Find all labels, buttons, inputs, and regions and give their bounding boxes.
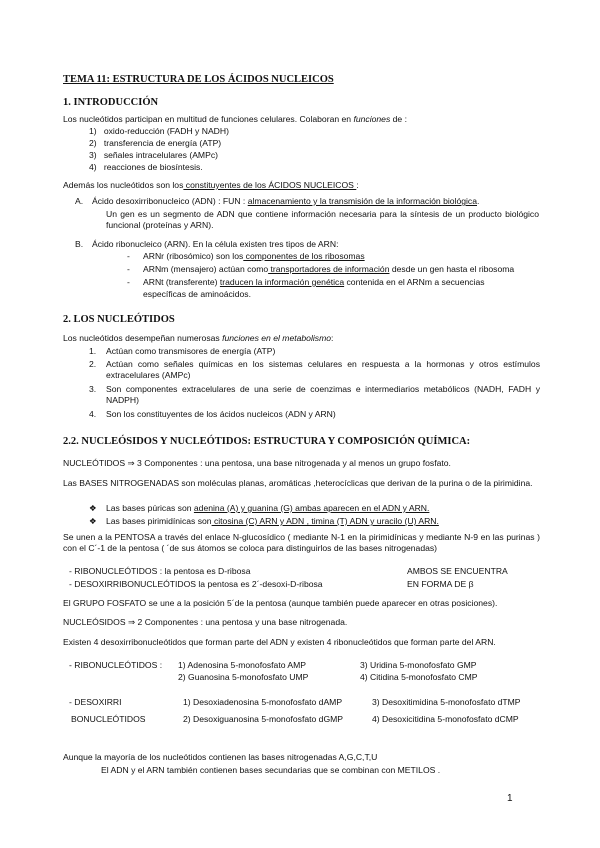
- arn-item: ARNr (ribosómico) son los componentes de los ribosomas: [143, 251, 365, 261]
- metilos-note: El ADN y el ARN también contienen bases secundarias que se combinan con METILOS .: [101, 765, 441, 775]
- aunque-note: Aunque la mayoría de los nucleótidos contienen las bases nitrogenadas A,G,C,T,U: [63, 752, 378, 762]
- ribonucleotidos-pentosa: - RIBONUCLEÓTIDOS : la pentosa es D-ribosa: [69, 566, 251, 576]
- arn-bullet: -: [127, 264, 130, 274]
- s1-list-item: 3) señales intracelulares (AMPc): [89, 150, 218, 160]
- section-1-heading: 1. INTRODUCCIÓN: [63, 97, 159, 108]
- ribo-table-item: 4) Citidina 5-monofosfato CMP: [360, 672, 478, 682]
- s1-item-b: Ácido ribonucleico (ARN). En la célula existen tres tipos de ARN:: [92, 239, 339, 249]
- s2-list-num: 4.: [89, 409, 97, 419]
- desoxi-table-item: 1) Desoxiadenosina 5-monofosfato dAMP: [183, 697, 343, 707]
- s2-list-num: 2.: [89, 359, 97, 369]
- arn-item: ARNt (transferente) traducen la información genética contenida en el ARNm a secuencias: [143, 277, 485, 287]
- desoxi-table-label: BONUCLEÓTIDOS: [71, 714, 146, 724]
- desoxi-table-item: 4) Desoxicitidina 5-monofosfato dCMP: [372, 714, 519, 724]
- nucleosidos-definition: NUCLEÓSIDOS ⇒ 2 Componentes : una pentosa y una base nitrogenada.: [63, 617, 348, 627]
- pirimidinas: Las bases pirimidínicas son citosina (C) ARN y ADN , timina (T) ADN y uracilo (U) ARN.: [106, 516, 439, 526]
- desoxi-table-label: - DESOXIRRI: [69, 697, 122, 707]
- arn-item: ARNm (mensajero) actúan como transportadores de información desde un gen hasta el ribosoma: [143, 264, 515, 274]
- existen-note: Existen 4 desoxirribonucleótidos que forman parte del ADN y existen 4 ribonucleótidos que forman parte del ARN.: [63, 637, 496, 647]
- s1-list-item: 2) transferencia de energía (ATP): [89, 138, 222, 148]
- section-2-heading: 2. LOS NUCLEÓTIDOS: [63, 314, 175, 325]
- s1-item-b-letter: B.: [75, 239, 84, 249]
- s1-intro: Los nucleótidos participan en multitud de funciones celulares. Colaboran en funciones de :: [63, 114, 407, 124]
- ambos-note-beta: EN FORMA DE β: [407, 579, 474, 589]
- s1-item-a: Ácido desoxirribonucleico (ADN) : FUN : almacenamiento y la transmisión de la información biológica.: [92, 196, 480, 206]
- s2-list-item: Actúan como señales químicas en los sistemas celulares en respuesta a la hormonas y otros estímulos extracelulares (AMPc): [106, 359, 540, 380]
- s1-also: Además los nucleótidos son los constituyentes de los ÁCIDOS NUCLEICOS :: [63, 180, 359, 190]
- desoxirribonucleotidos-pentosa: - DESOXIRRIBONUCLEÓTIDOS la pentosa es 2´-desoxi-D-ribosa: [69, 579, 323, 589]
- enlace-glucosidico: Se unen a la PENTOSA a través del enlace N-glucosídico ( mediante N-1 en la pirimidínicas y mediante N-9 en las purinas ) con el C´-1 de la pentosa ( ´de sus átomos se coloca para distinguirlos de las bases nitrogenadas): [63, 532, 540, 553]
- s1-item-a-letter: A.: [75, 196, 84, 206]
- s2-list-num: 3.: [89, 384, 97, 394]
- arn-bullet: -: [127, 277, 130, 287]
- desoxi-table-item: 2) Desoxiguanosina 5-monofosfato dGMP: [183, 714, 344, 724]
- desoxi-table-item: 3) Desoxitimidina 5-monofosfato dTMP: [372, 697, 521, 707]
- grupo-fosfato: El GRUPO FOSFATO se une a la posición 5´de la pentosa (aunque también puede aparecer en otras posiciones).: [63, 598, 498, 608]
- purinas: Las bases púricas son adenina (A) y guanina (G) ambas aparecen en el ADN y ARN.: [106, 503, 430, 513]
- s2-list-num: 1.: [89, 346, 97, 356]
- ambos-note: AMBOS SE ENCUENTRA: [407, 566, 508, 576]
- ribo-table-label: - RIBONUCLEÓTIDOS :: [69, 660, 163, 670]
- s1-list-item: 1) oxido-reducción (FADH y NADH): [89, 126, 229, 136]
- s2-list-item: Actúan como transmisores de energía (ATP): [106, 346, 276, 356]
- section-2-2-heading: 2.2. NUCLEÓSIDOS Y NUCLEÓTIDOS: ESTRUCTURA Y COMPOSICIÓN QUÍMICA:: [63, 436, 471, 447]
- s1-list-item: 4) reacciones de biosíntesis.: [89, 162, 203, 172]
- s2-list-item: Son los constituyentes de los ácidos nucleicos (ADN y ARN): [106, 409, 336, 419]
- diamond-bullet-icon: ❖: [89, 516, 97, 526]
- ribo-table-item: 2) Guanosina 5-monofosfato UMP: [178, 672, 309, 682]
- bases-definition: Las BASES NITROGENADAS son moléculas planas, aromáticas ,heterocíclicas que derivan de la purina o de la pirimidina.: [63, 478, 533, 488]
- arn-bullet: -: [127, 251, 130, 261]
- s1-gene-definition: Un gen es un segmento de ADN que contiene información necesaria para la síntesis de un producto biológico funcional (proteínas y ARN).: [106, 209, 539, 230]
- ribo-table-item: 3) Uridina 5-monofosfato GMP: [360, 660, 477, 670]
- arn-item-continued: específicas de aminoácidos.: [143, 289, 251, 299]
- ribo-table-item: 1) Adenosina 5-monofosfato AMP: [178, 660, 307, 670]
- s2-list-item: Son componentes extracelulares de una serie de coenzimas e intermediarios metabólicos (NADH, FADH y NADPH): [106, 384, 540, 405]
- nucleotidos-definition: NUCLEÓTIDOS ⇒ 3 Componentes : una pentosa, una base nitrogenada y al menos un grupo fosfato.: [63, 458, 451, 468]
- diamond-bullet-icon: ❖: [89, 503, 97, 513]
- page-number: 1: [507, 793, 513, 804]
- page-title: TEMA 11: ESTRUCTURA DE LOS ÁCIDOS NUCLEICOS: [63, 74, 334, 85]
- s2-intro: Los nucleótidos desempeñan numerosas funciones en el metabolismo:: [63, 333, 334, 343]
